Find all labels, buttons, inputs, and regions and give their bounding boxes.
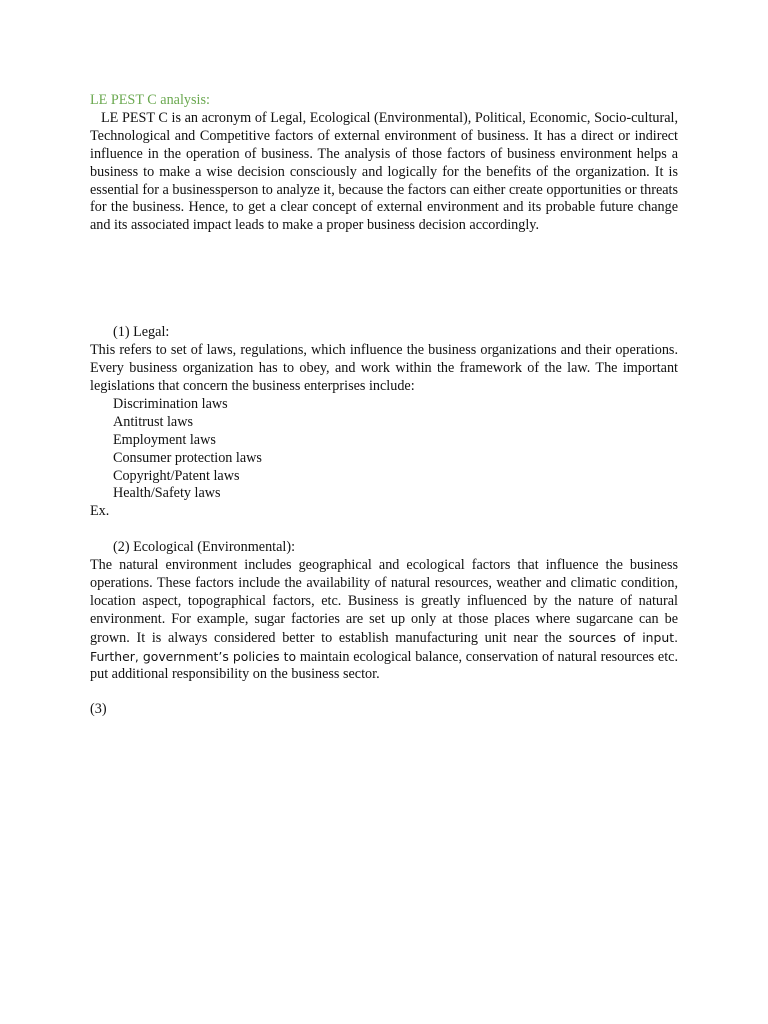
- legal-heading: (1) Legal:: [113, 324, 170, 341]
- document-page: [90, 92, 678, 733]
- list-item: Copyright/Patent laws: [113, 467, 240, 484]
- example-label: Ex.: [90, 503, 110, 520]
- legal-section: [90, 324, 678, 521]
- intro-paragraph: LE PEST C is an acronym of Legal, Ecological (Environmental), Political, Economic, Socio-cultural, Technological and Competitive factors of external environment of business. It has a direct or indirect influence in the operation of business. The analysis of those factors of business environment helps a business to make a wise decision consciously and logically for the benefits of the organization. It is essential for a businessperson to analyze it, because the factors can either create opportunities or threats for the business. Hence, to get a clear concept of external environment and its probable future change and its associated impact leads to make a proper business decision accordingly.: [90, 109, 678, 234]
- spacer: [90, 521, 678, 539]
- ecological-text-3: maintain ecological balance, conservation of natural resources etc. put additional responsibility on the business sector.: [90, 648, 678, 683]
- ecological-text-2: sources of input. Further, government’s policies to: [90, 629, 679, 664]
- ecological-heading: (2) Ecological (Environmental):: [113, 539, 296, 556]
- list-item: Antitrust laws: [113, 413, 193, 430]
- document-title: LE PEST C analysis:: [90, 92, 210, 108]
- list-item: Discrimination laws: [113, 395, 228, 412]
- list-item: Consumer protection laws: [113, 449, 262, 466]
- ecological-section: [90, 539, 678, 684]
- legislation-list: [90, 396, 678, 503]
- ecological-text-1: The natural environment includes geographical and ecological factors that influence the business operations. These factors include the availability of natural resources, weather and climatic condition, location aspect, topographical factors, etc. Business is greatly influenced by the nature of natural environment. For example, sugar factories are set up only at those places where sugarcane can be grown. It is always considered better to establish manufacturing unit near the: [90, 557, 678, 646]
- legal-paragraph: This refers to set of laws, regulations, which influence the business organizations and their operations. Every business organization has to obey, and work within the framework of the law. The important legislations that concern the business enterprises include:: [90, 342, 678, 394]
- section-3-heading: (3): [90, 701, 107, 718]
- list-item: Health/Safety laws: [113, 485, 221, 502]
- ecological-paragraph: [90, 557, 678, 684]
- list-item: Employment laws: [113, 431, 216, 448]
